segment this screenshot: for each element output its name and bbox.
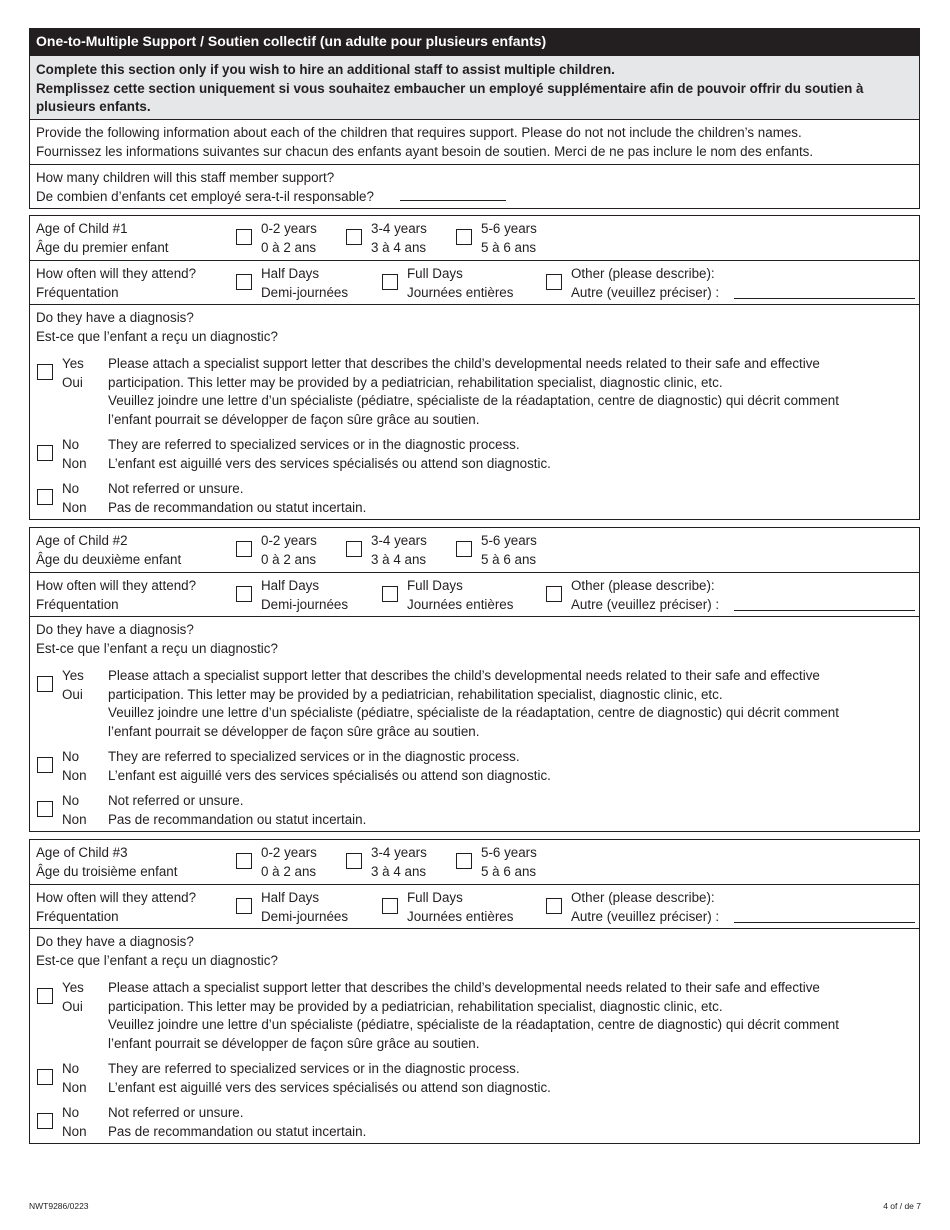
diagnosis-label-en: Do they have a diagnosis? — [36, 622, 194, 637]
diagnosis-option-label — [62, 667, 84, 704]
attendance-label-fr: Fréquentation — [36, 596, 119, 612]
child-block-3 — [29, 839, 920, 1144]
age-option-checkbox[interactable] — [456, 541, 472, 557]
diagnosis-description-line: They are referred to specialized services or in the diagnostic process. — [108, 437, 520, 452]
attendance-label-en: How often will they attend? — [36, 890, 197, 905]
age-option-checkbox[interactable] — [346, 229, 362, 245]
diagnosis-option-label — [62, 1104, 87, 1141]
attendance-label-en: How often will they attend? — [36, 578, 197, 593]
child-block-2 — [29, 527, 920, 832]
diagnosis-option-description — [108, 1060, 551, 1097]
section-instructions — [30, 55, 919, 119]
diagnosis-option-checkbox[interactable] — [37, 445, 53, 461]
attendance-option-en: Full Days — [407, 578, 463, 593]
diagnosis-description-line: Please attach a specialist support letter that describes the child’s developmental needs related to their safe and effective — [108, 980, 820, 995]
intro-french-line-2: plusieurs enfants. — [36, 99, 151, 115]
diagnosis-label-fr: Est-ce que l’enfant a reçu un diagnostic? — [36, 328, 278, 344]
diagnosis-description-line: Pas de recommandation ou statut incertain. — [108, 499, 367, 515]
attendance-option-en: Full Days — [407, 890, 463, 905]
child-age-row — [30, 840, 919, 884]
attendance-option-checkbox[interactable] — [546, 274, 562, 290]
child-age-label-en: Age of Child #1 — [36, 221, 128, 236]
diagnosis-option-en: No — [62, 793, 80, 808]
diagnosis-label-fr: Est-ce que l’enfant a reçu un diagnostic? — [36, 640, 278, 656]
attendance-option-fr: Journées entières — [407, 284, 514, 300]
attendance-option-en: Half Days — [261, 266, 320, 281]
child-age-label-fr: Âge du deuxième enfant — [36, 551, 182, 567]
age-option-label — [371, 220, 427, 257]
age-option-label — [261, 220, 317, 257]
diagnosis-option-description — [108, 979, 839, 1053]
age-option-label — [261, 844, 317, 881]
diagnosis-description-line: l’enfant pourrait se développer de façon sûre grâce au soutien. — [108, 411, 480, 427]
diagnosis-label-fr: Est-ce que l’enfant a reçu un diagnostic? — [36, 952, 278, 968]
diagnosis-option-fr: Oui — [62, 374, 83, 390]
diagnosis-option-description — [108, 480, 366, 517]
attendance-option-en: Other (please describe): — [571, 578, 715, 593]
age-option-checkbox[interactable] — [236, 853, 252, 869]
section-title-bar — [30, 29, 919, 55]
attendance-option-checkbox[interactable] — [382, 586, 398, 602]
diagnosis-description-line: Veuillez joindre une lettre d’un spécialiste (pédiatre, spécialiste de la réadaptation, centre de diagnostic) qui décrit comment — [108, 705, 839, 721]
diagnosis-option-description — [108, 436, 551, 473]
diagnosis-description-line: L’enfant est aiguillé vers des services spécialisés ou attend son diagnostic. — [108, 767, 551, 783]
age-option-fr: 5 à 6 ans — [481, 863, 537, 879]
age-option-checkbox[interactable] — [456, 853, 472, 869]
child-attendance-row — [30, 260, 919, 304]
attendance-option-fr: Demi-journées — [261, 284, 349, 300]
child-block-1 — [29, 215, 920, 520]
attendance-option-label — [261, 265, 348, 302]
children-count-label-en: How many children will this staff member support? — [36, 170, 335, 185]
section-title: One-to-Multiple Support / Soutien collectif (un adulte pour plusieurs enfants) — [36, 33, 547, 49]
diagnosis-option-description — [108, 748, 551, 785]
age-option-en: 5-6 years — [481, 221, 537, 236]
child-diagnosis-row — [30, 304, 919, 519]
child-age-label-fr: Âge du troisième enfant — [36, 863, 178, 879]
diagnosis-option-checkbox[interactable] — [37, 1069, 53, 1085]
age-option-en: 3-4 years — [371, 845, 427, 860]
attendance-option-en: Other (please describe): — [571, 266, 715, 281]
diagnosis-option-label — [62, 1060, 87, 1097]
attendance-option-checkbox[interactable] — [382, 898, 398, 914]
diagnosis-label-en: Do they have a diagnosis? — [36, 310, 194, 325]
age-option-en: 0-2 years — [261, 845, 317, 860]
other-description-field[interactable] — [734, 610, 915, 611]
diagnosis-option-fr: Non — [62, 455, 87, 471]
diagnosis-option-fr: Oui — [62, 998, 83, 1014]
child-diagnosis-row — [30, 928, 919, 1143]
diagnosis-option-checkbox[interactable] — [37, 676, 53, 692]
attendance-option-en: Half Days — [261, 890, 320, 905]
age-option-en: 3-4 years — [371, 533, 427, 548]
diagnosis-label-en: Do they have a diagnosis? — [36, 934, 194, 949]
attendance-option-fr: Demi-journées — [261, 908, 349, 924]
attendance-label-en: How often will they attend? — [36, 266, 197, 281]
attendance-label-fr: Fréquentation — [36, 284, 119, 300]
child-age-label-en: Age of Child #2 — [36, 533, 128, 548]
age-option-label — [481, 532, 537, 569]
diagnosis-description-line: participation. This letter may be provided by a pediatrician, rehabilitation specialist, diagnostic clinic, etc. — [108, 998, 723, 1014]
section-header-box — [29, 28, 920, 209]
diagnosis-description-line: Pas de recommandation ou statut incertain. — [108, 1123, 367, 1139]
diagnosis-option-en: Yes — [62, 356, 84, 371]
age-option-checkbox[interactable] — [346, 541, 362, 557]
age-option-fr: 0 à 2 ans — [261, 551, 317, 567]
age-option-en: 0-2 years — [261, 221, 317, 236]
age-option-en: 5-6 years — [481, 845, 537, 860]
attendance-option-label — [407, 577, 513, 614]
diagnosis-option-checkbox[interactable] — [37, 757, 53, 773]
provide-english: Provide the following information about each of the children that requires support. Please do not not include the children’s names. — [36, 125, 802, 140]
children-count-field[interactable] — [400, 200, 506, 201]
diagnosis-option-fr: Non — [62, 767, 87, 783]
diagnosis-option-description — [108, 355, 839, 429]
diagnosis-option-en: No — [62, 749, 80, 764]
diagnosis-option-checkbox[interactable] — [37, 364, 53, 380]
age-option-en: 5-6 years — [481, 533, 537, 548]
age-option-checkbox[interactable] — [236, 229, 252, 245]
age-option-label — [481, 844, 537, 881]
diagnosis-description-line: l’enfant pourrait se développer de façon sûre grâce au soutien. — [108, 723, 480, 739]
child-age-row — [30, 528, 919, 572]
intro-english: Complete this section only if you wish to hire an additional staff to assist multiple children. — [36, 62, 615, 77]
attendance-option-en: Other (please describe): — [571, 890, 715, 905]
children-count-label-fr: De combien d’enfants cet employé sera-t-il responsable? — [36, 188, 374, 204]
diagnosis-description-line: Not referred or unsure. — [108, 1105, 244, 1120]
attendance-option-fr: Journées entières — [407, 908, 514, 924]
diagnosis-option-description — [108, 792, 366, 829]
age-option-fr: 3 à 4 ans — [371, 863, 427, 879]
diagnosis-option-label — [62, 979, 84, 1016]
diagnosis-description-line: participation. This letter may be provided by a pediatrician, rehabilitation specialist, diagnostic clinic, etc. — [108, 374, 723, 390]
attendance-label-fr: Fréquentation — [36, 908, 119, 924]
diagnosis-option-label — [62, 436, 87, 473]
other-description-field[interactable] — [734, 922, 915, 923]
attendance-option-fr: Journées entières — [407, 596, 514, 612]
diagnosis-description-line: They are referred to specialized services or in the diagnostic process. — [108, 1061, 520, 1076]
attendance-option-label — [571, 265, 719, 302]
diagnosis-option-en: No — [62, 1061, 80, 1076]
age-option-en: 0-2 years — [261, 533, 317, 548]
diagnosis-description-line: L’enfant est aiguillé vers des services spécialisés ou attend son diagnostic. — [108, 1079, 551, 1095]
attendance-option-label — [261, 889, 348, 926]
diagnosis-option-description — [108, 667, 839, 741]
children-count-row — [30, 164, 919, 208]
attendance-option-label — [571, 889, 719, 926]
diagnosis-option-checkbox[interactable] — [37, 1113, 53, 1129]
age-option-fr: 3 à 4 ans — [371, 239, 427, 255]
diagnosis-description-line: Please attach a specialist support letter that describes the child’s developmental needs related to their safe and effective — [108, 356, 820, 371]
provide-info-instructions — [30, 119, 919, 164]
diagnosis-option-fr: Non — [62, 811, 87, 827]
diagnosis-option-fr: Non — [62, 499, 87, 515]
attendance-option-fr: Autre (veuillez préciser) : — [571, 284, 720, 300]
age-option-fr: 0 à 2 ans — [261, 863, 317, 879]
diagnosis-option-en: Yes — [62, 980, 84, 995]
form-code: NWT9286/0223 — [29, 1201, 89, 1211]
diagnosis-option-en: Yes — [62, 668, 84, 683]
other-description-field[interactable] — [734, 298, 915, 299]
page-number: 4 of / de 7 — [883, 1201, 921, 1211]
age-option-checkbox[interactable] — [236, 541, 252, 557]
age-option-label — [371, 844, 427, 881]
diagnosis-option-en: No — [62, 481, 80, 496]
age-option-label — [481, 220, 537, 257]
attendance-option-checkbox[interactable] — [236, 274, 252, 290]
diagnosis-description-line: Veuillez joindre une lettre d’un spécialiste (pédiatre, spécialiste de la réadaptation, centre de diagnostic) qui décrit comment — [108, 393, 839, 409]
attendance-option-checkbox[interactable] — [236, 898, 252, 914]
attendance-option-checkbox[interactable] — [382, 274, 398, 290]
age-option-label — [371, 532, 427, 569]
diagnosis-option-label — [62, 355, 84, 392]
age-option-fr: 5 à 6 ans — [481, 551, 537, 567]
attendance-option-checkbox[interactable] — [236, 586, 252, 602]
age-option-checkbox[interactable] — [346, 853, 362, 869]
attendance-option-en: Full Days — [407, 266, 463, 281]
attendance-option-en: Half Days — [261, 578, 320, 593]
age-option-checkbox[interactable] — [456, 229, 472, 245]
attendance-option-fr: Autre (veuillez préciser) : — [571, 596, 720, 612]
attendance-option-fr: Demi-journées — [261, 596, 349, 612]
age-option-fr: 3 à 4 ans — [371, 551, 427, 567]
age-option-fr: 0 à 2 ans — [261, 239, 317, 255]
age-option-label — [261, 532, 317, 569]
diagnosis-option-en: No — [62, 437, 80, 452]
age-option-fr: 5 à 6 ans — [481, 239, 537, 255]
attendance-option-fr: Autre (veuillez préciser) : — [571, 908, 720, 924]
diagnosis-description-line: Pas de recommandation ou statut incertain. — [108, 811, 367, 827]
diagnosis-description-line: Veuillez joindre une lettre d’un spécialiste (pédiatre, spécialiste de la réadaptation, centre de diagnostic) qui décrit comment — [108, 1017, 839, 1033]
diagnosis-option-checkbox[interactable] — [37, 988, 53, 1004]
provide-french: Fournissez les informations suivantes sur chacun des enfants ayant besoin de soutien. Merci de ne pas inclure le nom des enfants. — [36, 143, 814, 159]
diagnosis-description-line: l’enfant pourrait se développer de façon sûre grâce au soutien. — [108, 1035, 480, 1051]
child-age-label-fr: Âge du premier enfant — [36, 239, 169, 255]
child-attendance-row — [30, 884, 919, 928]
diagnosis-option-fr: Oui — [62, 686, 83, 702]
diagnosis-description-line: They are referred to specialized services or in the diagnostic process. — [108, 749, 520, 764]
diagnosis-option-label — [62, 480, 87, 517]
attendance-option-label — [571, 577, 719, 614]
diagnosis-option-checkbox[interactable] — [37, 489, 53, 505]
diagnosis-option-checkbox[interactable] — [37, 801, 53, 817]
diagnosis-description-line: participation. This letter may be provided by a pediatrician, rehabilitation specialist, diagnostic clinic, etc. — [108, 686, 723, 702]
attendance-option-label — [407, 889, 513, 926]
intro-french-line-1: Remplissez cette section uniquement si vous souhaitez embaucher un employé supplémentaire afin de pouvoir offrir du soutien à — [36, 80, 864, 96]
attendance-option-label — [261, 577, 348, 614]
diagnosis-option-label — [62, 792, 87, 829]
diagnosis-option-fr: Non — [62, 1123, 87, 1139]
diagnosis-description-line: Not referred or unsure. — [108, 481, 244, 496]
age-option-en: 3-4 years — [371, 221, 427, 236]
diagnosis-description-line: Please attach a specialist support letter that describes the child’s developmental needs related to their safe and effective — [108, 668, 820, 683]
diagnosis-option-en: No — [62, 1105, 80, 1120]
diagnosis-description-line: Not referred or unsure. — [108, 793, 244, 808]
attendance-option-checkbox[interactable] — [546, 898, 562, 914]
child-diagnosis-row — [30, 616, 919, 831]
diagnosis-option-description — [108, 1104, 366, 1141]
diagnosis-option-fr: Non — [62, 1079, 87, 1095]
attendance-option-label — [407, 265, 513, 302]
diagnosis-description-line: L’enfant est aiguillé vers des services spécialisés ou attend son diagnostic. — [108, 455, 551, 471]
child-attendance-row — [30, 572, 919, 616]
attendance-option-checkbox[interactable] — [546, 586, 562, 602]
diagnosis-option-label — [62, 748, 87, 785]
child-age-label-en: Age of Child #3 — [36, 845, 128, 860]
child-age-row — [30, 216, 919, 260]
